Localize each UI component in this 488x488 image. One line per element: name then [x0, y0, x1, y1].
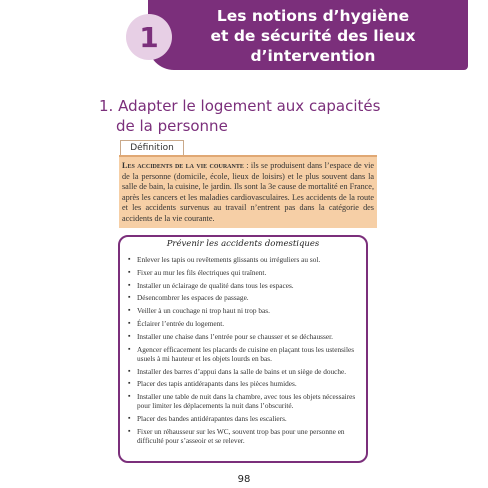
bullet-icon: ▪	[128, 392, 131, 401]
list-item-text: Fixer au mur les fils électriques qui traînent.	[137, 267, 267, 277]
definition-term: Les accidents de la vie courante	[122, 161, 244, 170]
list-item	[128, 379, 360, 388]
bullet-icon: ▪	[128, 306, 131, 315]
chapter-number-badge: 1	[126, 14, 172, 60]
section-heading	[99, 96, 380, 136]
definition-text: : ils se produisent dans l’espace de vie de la personne (domicile, école, lieux de loisirs) et le plus souvent dans la salle de bain, la cuisine, le jardin. Ils sont la 3e cause de mortalité en France, après les cancers et les maladies cardiovasculaires. Les accidents de la route et les accidents survenus au travail n’entrent pas dans la catégorie des accidents de la vie courante.	[122, 161, 374, 223]
list-item-text: Veiller à un couchage ni trop haut ni trop bas.	[137, 306, 270, 316]
list-item-text: Installer des barres d’appui dans la salle de bains et un siège de douche.	[137, 366, 347, 376]
bullet-icon: ▪	[128, 255, 131, 263]
section-heading-line: 1. Adapter le logement aux capacités	[99, 97, 381, 115]
list-item	[128, 293, 360, 302]
bullet-icon: ▪	[128, 344, 131, 353]
list-item	[128, 268, 360, 277]
list-item-text: Enlever les tapis ou revêtements glissants ou irréguliers au sol.	[137, 255, 321, 264]
list-item-text: Fixer un réhausseur sur les WC, souvent trop bas pour une personne en difficulté pour s’asseoir et se relever.	[137, 426, 345, 446]
bullet-icon: ▪	[128, 280, 131, 289]
list-item	[128, 319, 360, 328]
chapter-title	[168, 6, 458, 66]
list-item-text: Installer une table de nuit dans la chambre, avec tous les objets nécessaires pour limiter les déplacements la nuit dans l’obscurité.	[137, 392, 356, 411]
bullet-icon: ▪	[128, 293, 131, 302]
definition-box	[119, 155, 377, 228]
list-item	[128, 414, 360, 423]
prevention-box	[118, 235, 368, 463]
list-item-text: Placer des tapis antidérapants dans les pièces humides.	[137, 379, 297, 389]
list-item-text: Éclairer l’entrée du logement.	[137, 318, 225, 328]
list-item	[128, 367, 360, 376]
list-item	[128, 255, 360, 264]
list-item	[128, 306, 360, 315]
definition-tab: Définition	[120, 140, 184, 155]
list-item-text: Agencer efficacement les placards de cuisine en plaçant tous les ustensiles usuels à mi hauteur et les objets lourds en bas.	[137, 344, 355, 363]
bullet-icon: ▪	[128, 366, 131, 375]
list-item	[128, 332, 360, 341]
prevention-title: Prévenir les accidents domestiques	[166, 239, 320, 249]
list-item-text: Placer des bandes antidérapantes dans les escaliers.	[137, 414, 287, 424]
list-item-text: Installer une chaise dans l’entrée pour se chausser et se déchausser.	[137, 331, 333, 341]
bullet-icon: ▪	[128, 414, 131, 423]
prevention-list	[128, 255, 360, 449]
list-item	[128, 345, 360, 363]
list-item	[128, 427, 360, 445]
bullet-icon: ▪	[128, 426, 131, 435]
bullet-icon: ▪	[128, 331, 131, 340]
page-number: 98	[237, 474, 251, 485]
section-heading-line: de la personne	[116, 117, 228, 135]
list-item	[128, 392, 360, 410]
chapter-title-line: Les notions d’hygiène	[216, 7, 410, 25]
chapter-title-line: d’intervention	[250, 47, 376, 65]
list-item-text: Installer un éclairage de qualité dans tous les espaces.	[137, 280, 294, 290]
bullet-icon: ▪	[128, 379, 131, 388]
bullet-icon: ▪	[128, 318, 131, 327]
list-item-text: Désencombrer les espaces de passage.	[137, 293, 249, 303]
bullet-icon: ▪	[128, 267, 131, 276]
list-item	[128, 281, 360, 290]
chapter-title-line: et de sécurité des lieux	[210, 27, 416, 45]
